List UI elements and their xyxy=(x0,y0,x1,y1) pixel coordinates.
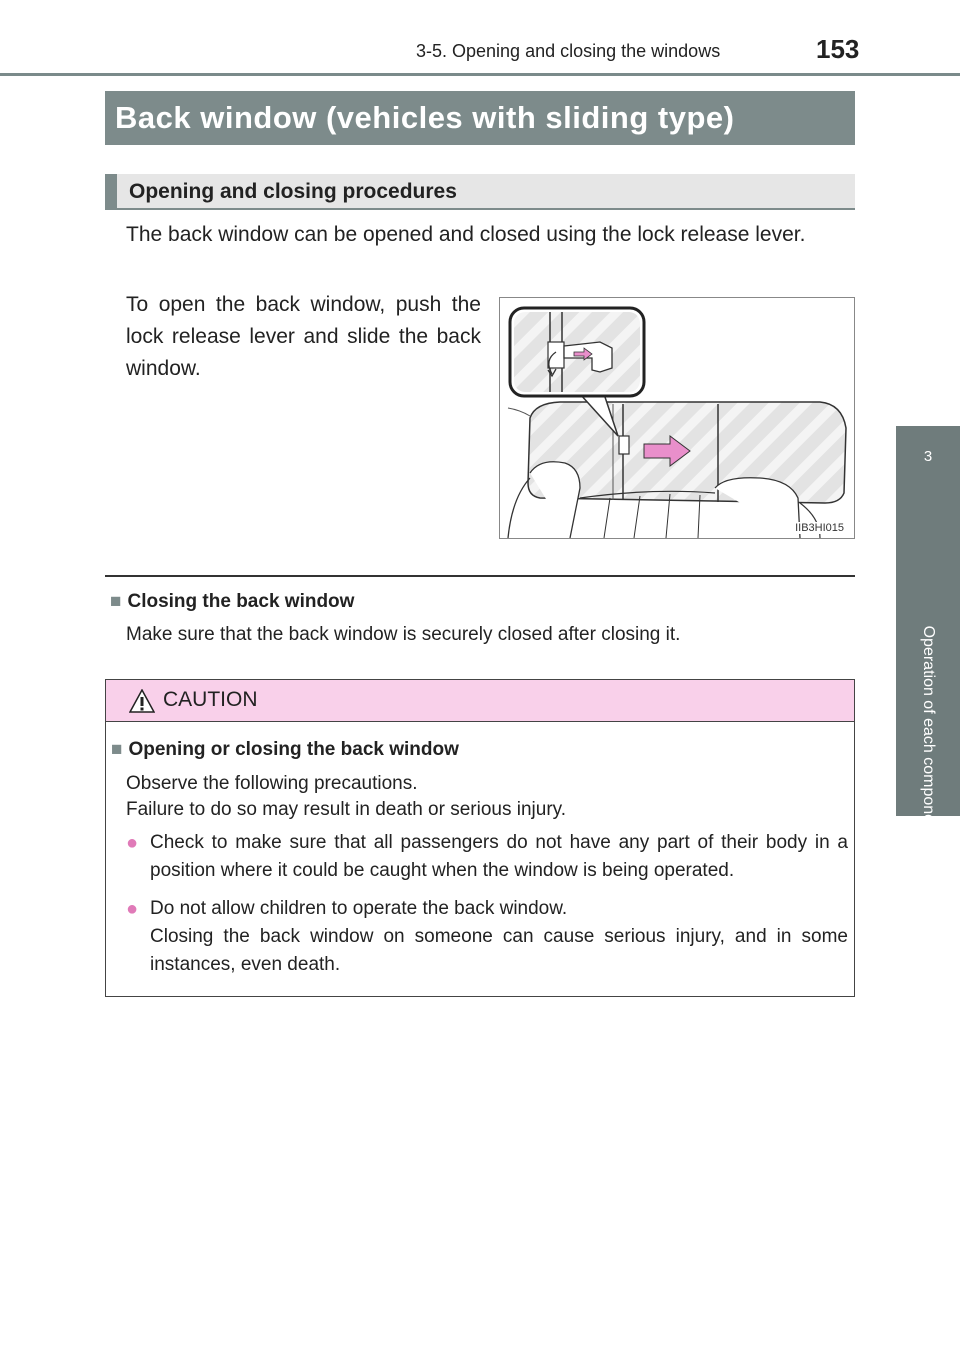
open-instruction: To open the back window, push the lock release lever and slide the back window. xyxy=(126,293,481,380)
caution-header xyxy=(106,680,854,722)
back-window-drawing xyxy=(500,298,854,538)
illustration-code: IIB3HI015 xyxy=(795,522,844,534)
page-number: 153 xyxy=(816,34,860,64)
caution-label: CAUTION xyxy=(163,688,258,711)
running-header-section: 3-5. Opening and closing the windows xyxy=(416,41,721,61)
caution-title-text: Opening or closing the back window xyxy=(128,739,459,760)
caution-item xyxy=(126,829,848,885)
section-title: Back window (vehicles with sliding type) xyxy=(105,91,855,145)
note-title xyxy=(110,591,354,613)
section-divider xyxy=(105,575,855,577)
note-title-text: Closing the back window xyxy=(127,591,355,612)
caution-text-line: Failure to do so may result in death or serious injury. xyxy=(126,799,567,820)
caution-precautions xyxy=(126,771,566,823)
caution-title xyxy=(111,739,459,761)
caution-item-text: Check to make sure that all passengers do not have any part of their body in a position where it could be caught when the window is being operated. xyxy=(150,832,848,881)
chapter-side-tab xyxy=(896,426,960,837)
caution-item-line: Closing the back window on someone can cause serious injury, and in some instances, even death. xyxy=(150,926,848,975)
square-bullet-icon: ■ xyxy=(111,739,123,760)
caution-item xyxy=(126,895,848,979)
chapter-number: 3 xyxy=(923,448,933,465)
caution-item-line: Do not allow children to operate the back window. xyxy=(150,898,568,919)
note-body: Make sure that the back window is securely closed after closing it. xyxy=(126,624,681,645)
caution-box xyxy=(105,679,855,997)
back-window-illustration xyxy=(499,297,855,539)
header-rule xyxy=(0,73,960,76)
caution-text-line: Observe the following precautions. xyxy=(126,773,418,794)
round-bullet-icon: ● xyxy=(126,832,139,854)
warning-triangle-icon xyxy=(129,689,155,713)
intro-paragraph: The back window can be opened and closed using the lock release lever. xyxy=(126,223,806,246)
chapter-label: Operation of each component xyxy=(920,625,937,837)
caution-item-text xyxy=(126,895,848,979)
subsection-heading: Opening and closing procedures xyxy=(105,174,855,210)
round-bullet-icon: ● xyxy=(126,898,139,920)
square-bullet-icon: ■ xyxy=(110,591,122,612)
